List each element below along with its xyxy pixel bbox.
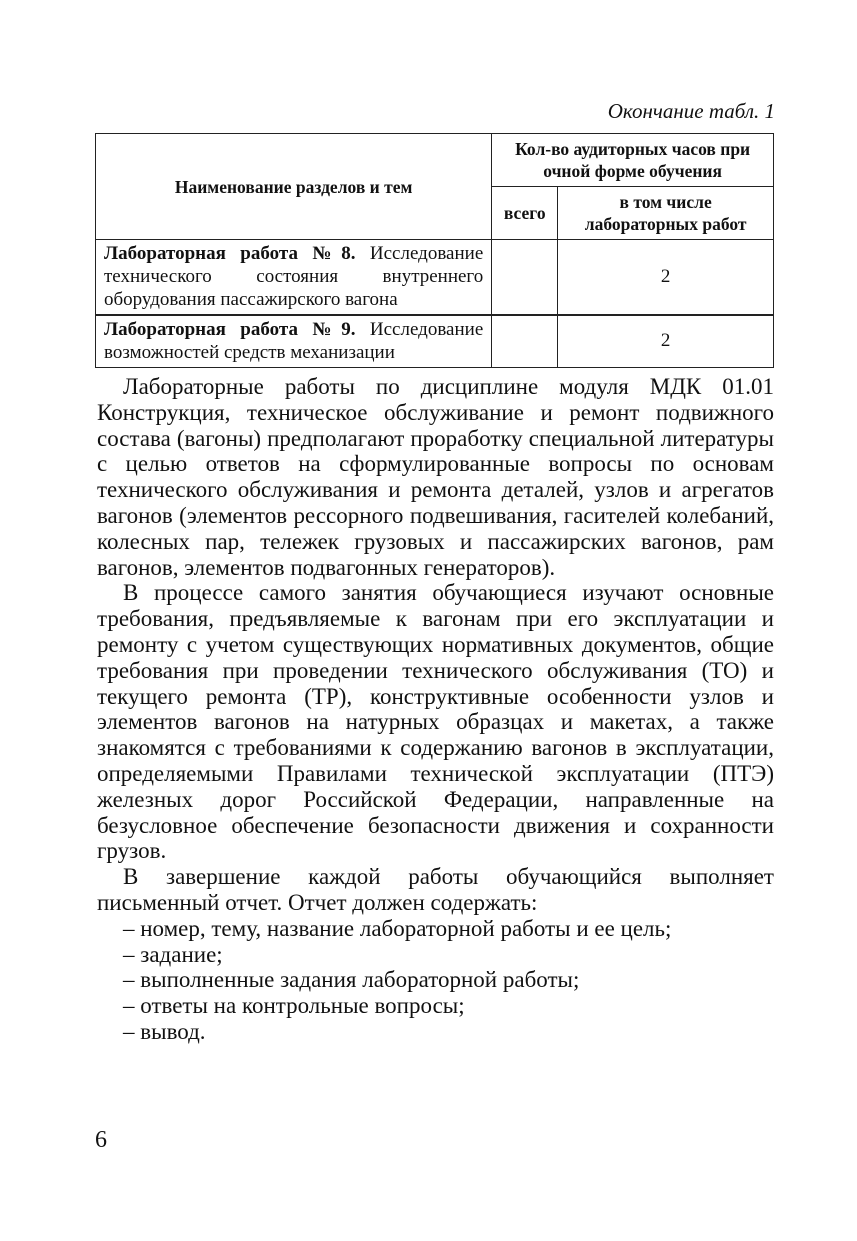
body-text (97, 374, 774, 1045)
row-title: Лабораторная работа №9. (104, 319, 356, 341)
table-caption: Окончание табл. 1 (607, 99, 775, 123)
paragraph: В завершение каждой работы обучающийся выполняет письменный отчет. Отчет должен содержать: (97, 864, 774, 915)
row-desc: Исследование возможностей средств механизации (104, 319, 484, 364)
list-item: – ответы на контрольные вопросы; (123, 993, 465, 1019)
row-lab: 2 (558, 315, 774, 368)
paragraph: В процессе самого занятия обучающиеся изучают основные требования, предъявляемые к вагонам при его эксплуатации и ремонту с учетом существующих нормативных документов, общие требования при проведении технического обслуживания (ТО) и текущего ремонта (ТР), конструктивные особенности узлов и элементов вагонов на натурных образцах и макетах, а также знакомятся с требованиями к содержанию вагонов в эксплуатации, определяемыми Правилами технической эксплуатации (ПТЭ) железных дорог Российской Федерации, направленные на безусловное обеспечение безопасности движения и сохранности грузов. (97, 580, 774, 864)
row-name (96, 240, 492, 315)
row-name (96, 315, 492, 368)
header-lab-works: в том числе лабораторных работ (558, 187, 774, 240)
row-desc: Исследование технического состояния внутреннего оборудования пассажирского вагона (104, 243, 484, 311)
list-item: – вывод. (123, 1018, 206, 1044)
row-lab: 2 (558, 240, 774, 315)
row-title: Лабораторная работа №8. (104, 243, 356, 265)
row-total (492, 240, 558, 315)
hours-table (95, 133, 774, 368)
table-row (96, 315, 774, 368)
list-item: – задание; (123, 941, 223, 967)
list-item: – выполненные задания лабораторной работы; (123, 967, 580, 993)
table-row (96, 240, 774, 315)
row-total (492, 315, 558, 368)
paragraph: Лабораторные работы по дисциплине модуля МДК 01.01 Конструкция, техническое обслуживание и ремонт подвижного состава (вагоны) предполагают проработку специальной литературы с целью ответов на сформулированные вопросы по основам технического обслуживания и ремонта деталей, узлов и агрегатов вагонов (элементов рессорного подвешивания, гасителей колебаний, колесных пар, тележек грузовых и пассажирских вагонов, рам вагонов, элементов подвагонных генераторов). (97, 374, 774, 580)
list-item: – номер, тему, название лабораторной работы и ее цель; (123, 915, 672, 941)
header-total: всего (492, 187, 558, 240)
page-number: 6 (95, 1127, 107, 1153)
header-hours: Кол-во аудиторных часов при очной форме обучения (492, 134, 774, 187)
header-section-name: Наименование разделов и тем (96, 134, 492, 240)
